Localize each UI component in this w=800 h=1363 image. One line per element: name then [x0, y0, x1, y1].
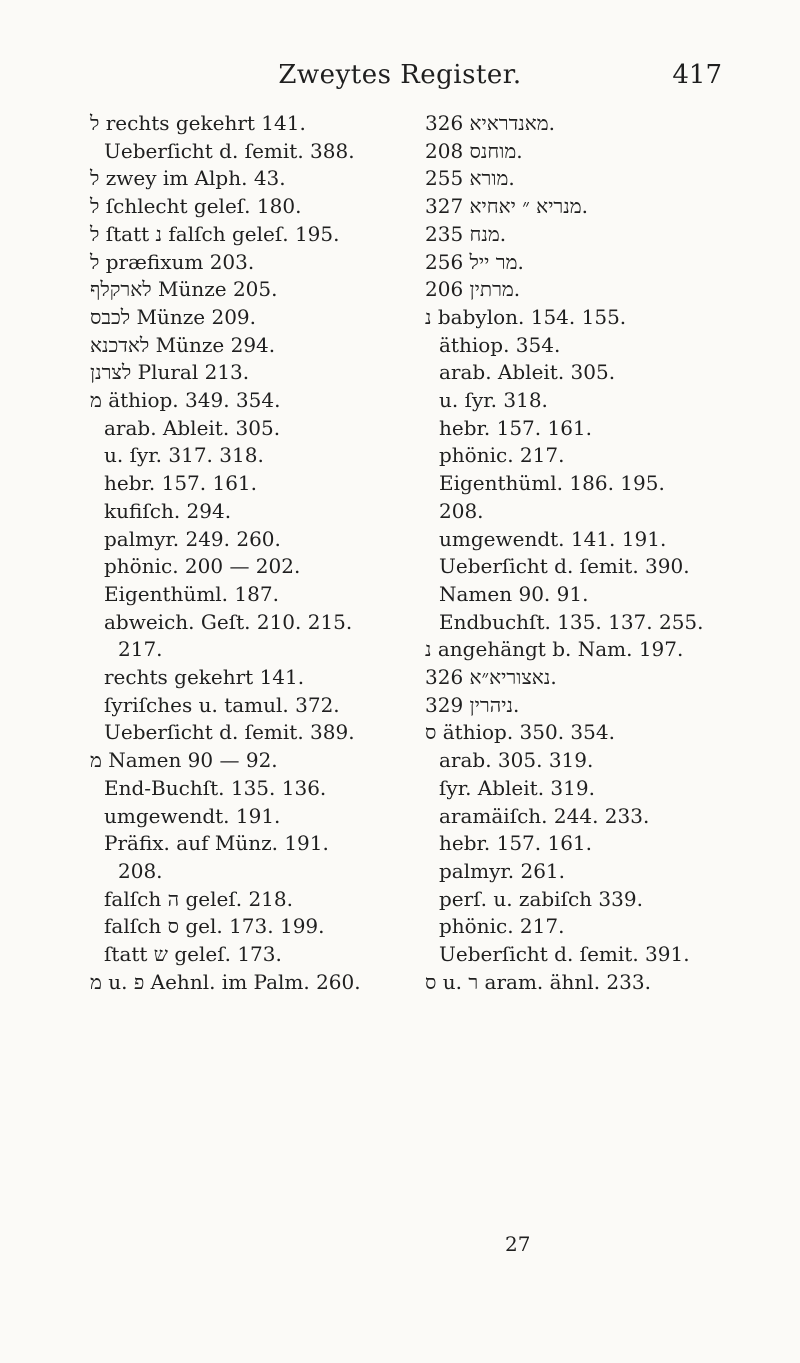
index-entry: ל ſtatt נ falſch geleſ. 195.: [90, 221, 340, 246]
index-entry: hebr. 157. 161.: [439, 831, 593, 856]
index-entry: מר ייל 256.: [425, 249, 524, 274]
index-entry: ס äthiop. 350. 354.: [425, 720, 615, 745]
index-entry: מ u. פ Aehnl. im Palm. 260.: [90, 969, 361, 994]
index-entry: falſch ס gel. 173. 199.: [104, 914, 325, 939]
index-entry: palmyr. 249. 260.: [104, 526, 281, 551]
index-entry: palmyr. 261.: [439, 858, 565, 883]
index-entry: falſch ה geleſ. 218.: [104, 886, 293, 911]
index-entry: aramäiſch. 244. 233.: [439, 803, 650, 828]
signature-mark: 27: [505, 1232, 531, 1256]
index-entry: ניהרין 329.: [425, 692, 520, 717]
index-entry: u. ſyr. 317. 318.: [104, 443, 264, 468]
index-entry: arab. Ableit. 305.: [439, 360, 616, 385]
index-entry: ſyriſches u. tamul. 372.: [104, 692, 340, 717]
index-entry: 208.: [439, 498, 484, 523]
index-entry: לצרנן Plural 213.: [90, 360, 250, 385]
index-entry: u. ſyr. 318.: [439, 388, 548, 413]
index-entry: Ueberſicht d. ſemit. 389.: [104, 720, 355, 745]
index-entry: äthiop. 354.: [439, 332, 561, 357]
index-entry: Eigenthüml. 186. 195.: [439, 471, 665, 496]
index-entry: Ueberſicht d. ſemit. 390.: [439, 554, 690, 579]
index-entry: arab. 305. 319.: [439, 748, 594, 773]
index-entry: umgewendt. 191.: [104, 803, 281, 828]
index-entry: לאדכנא Münze 294.: [90, 332, 276, 357]
index-entry: ל præfixum 203.: [90, 249, 255, 274]
index-entry: מנריא ״ יאחיא 327.: [425, 194, 588, 219]
index-entry: ſtatt ש geleſ. 173.: [104, 942, 282, 967]
index-entry: ס u. ר aram. ähnl. 233.: [425, 969, 651, 994]
index-entry: phönic. 217.: [439, 443, 565, 468]
index-entry: נאצוריא״א 326.: [425, 665, 557, 690]
index-entry: נ babylon. 154. 155.: [425, 304, 627, 329]
right-index-column: [425, 110, 785, 997]
index-entry: 208.: [118, 858, 163, 883]
index-entry: לארקלף Münze 205.: [90, 277, 278, 302]
index-entry: ל rechts gekehrt 141.: [90, 111, 306, 135]
left-index-column: [90, 110, 390, 997]
index-entry: ſyr. Ableit. 319.: [439, 775, 595, 800]
index-entry: hebr. 157. 161.: [439, 415, 593, 440]
index-entry: Namen 90. 91.: [439, 581, 589, 606]
index-entry: Ueberſicht d. ſemit. 391.: [439, 942, 690, 967]
index-entry: מ äthiop. 349. 354.: [90, 388, 281, 413]
index-entry: מוחנס 208.: [425, 138, 523, 163]
index-entry: מרתין 206.: [425, 277, 521, 302]
index-entry: umgewendt. 141. 191.: [439, 526, 667, 551]
index-entry: hebr. 157. 161.: [104, 471, 258, 496]
index-entry: מאנדראיא 326.: [425, 111, 555, 135]
index-entry: Präfix. auf Münz. 191.: [104, 831, 329, 856]
index-entry: נ angehängt b. Nam. 197.: [425, 637, 684, 662]
page-title: Zweytes Register.: [278, 60, 522, 90]
page-header: [0, 60, 800, 100]
index-entry: מנח 235.: [425, 221, 507, 246]
index-entry: Eigenthüml. 187.: [104, 581, 279, 606]
index-entry: לכבס Münze 209.: [90, 304, 257, 329]
index-entry: kufiſch. 294.: [104, 498, 232, 523]
index-entry: ל zwey im Alph. 43.: [90, 166, 286, 191]
index-entry: ל ſchlecht geleſ. 180.: [90, 194, 302, 219]
index-entry: rechts gekehrt 141.: [104, 665, 305, 690]
index-entry: 217.: [118, 637, 163, 662]
index-entry: Ueberſicht d. ſemit. 388.: [104, 138, 355, 163]
index-entry: arab. Ableit. 305.: [104, 415, 281, 440]
index-entry: perſ. u. zabiſch 339.: [439, 886, 643, 911]
index-entry: מ Namen 90 — 92.: [90, 748, 278, 773]
index-entry: phönic. 217.: [439, 914, 565, 939]
index-entry: מורא 255.: [425, 166, 515, 191]
index-entry: Endbuchſt. 135. 137. 255.: [439, 609, 704, 634]
page-number: 417: [672, 60, 722, 90]
index-entry: phönic. 200 — 202.: [104, 554, 301, 579]
index-entry: abweich. Geſt. 210. 215.: [104, 609, 353, 634]
index-entry: End-Buchſt. 135. 136.: [104, 775, 327, 800]
